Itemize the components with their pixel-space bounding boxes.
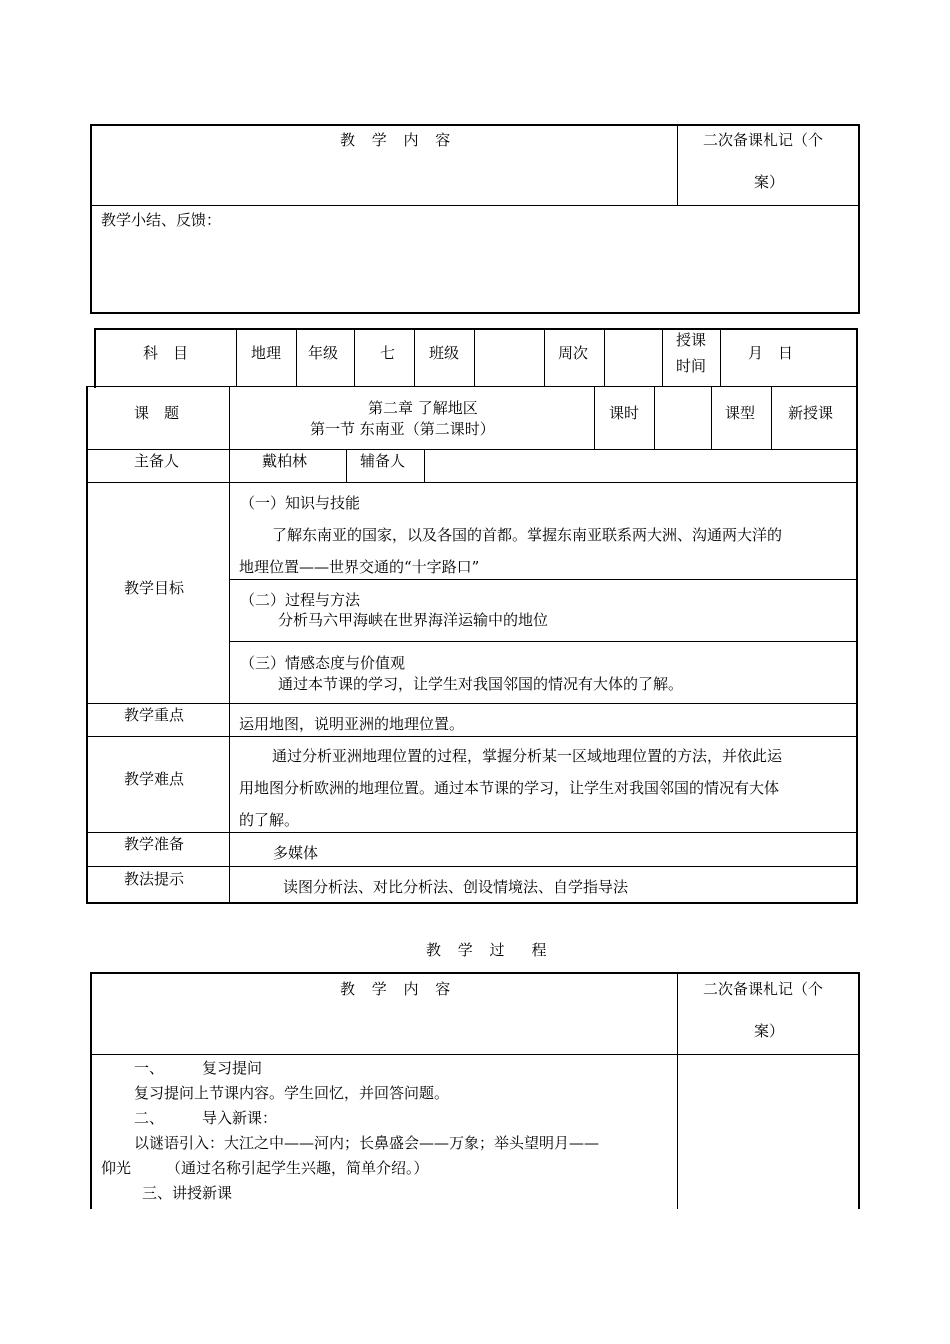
process-line6: 三、讲授新课: [142, 1184, 233, 1202]
goal2-line1: 分析马六甲海峡在世界海洋运输中的地位: [278, 611, 549, 629]
main-preparer-value: 戴柏林: [262, 452, 308, 470]
grade-value: 七: [380, 344, 396, 362]
method-value: 读图分析法、对比分析法、创设情境法、自学指导法: [283, 878, 629, 896]
process-line1-text: 复习提问: [202, 1059, 263, 1077]
difficulty-line2: 用地图分析欧洲的地理位置。通过本节课的学习，让学生对我国邻国的情况有大体: [239, 779, 780, 797]
key-value: 运用地图，说明亚洲的地理位置。: [239, 715, 465, 733]
info-row-1: [94, 328, 858, 388]
process-line2: 复习提问上节课内容。学生回忆，并回答问题。: [134, 1084, 450, 1102]
goal3-line1: 通过本节课的学习，让学生对我国邻国的情况有大体的了解。: [278, 675, 684, 693]
subject-value: 地理: [251, 344, 282, 362]
difficulty-line3: 的了解。: [239, 811, 300, 829]
assistant-label: 辅备人: [360, 452, 406, 470]
topic-line1: 第二章 了解地区: [368, 399, 478, 417]
goal2-title: （二）过程与方法: [240, 591, 361, 609]
process-line5-b: （通过名称引起学生兴趣，简单介绍。）: [166, 1159, 429, 1177]
method-label: 教法提示: [124, 870, 185, 888]
goal1-title: （一）知识与技能: [240, 494, 361, 512]
type-value: 新授课: [788, 404, 834, 422]
process-line3-num: 二、: [134, 1109, 165, 1127]
difficulty-label: 教学难点: [124, 770, 185, 788]
grade-label: 年级: [308, 344, 339, 362]
process-line4: 以谜语引入：大江之中——河内；长鼻盛会——万象；举头望明月——: [134, 1134, 600, 1152]
top-header-content: 教 学 内 容: [340, 131, 457, 149]
topic-line2: 第一节 东南亚（第二课时）: [310, 420, 495, 438]
time-label-2: 时间: [676, 357, 707, 375]
top-header-notes-line2: 案）: [754, 173, 785, 191]
process-line3-text: 导入新课：: [202, 1109, 278, 1127]
subject-label: 科 目: [143, 344, 189, 362]
process-header-content: 教 学 内 容: [340, 980, 457, 998]
difficulty-line1: 通过分析亚洲地理位置的过程，掌握分析某一区域地理位置的方法，并依此运: [272, 747, 783, 765]
process-header-notes-line1: 二次备课札记（个: [703, 980, 824, 998]
hours-label: 课时: [609, 404, 640, 422]
type-label: 课型: [725, 404, 756, 422]
key-label: 教学重点: [124, 706, 185, 724]
process-title: 教 学 过 程: [426, 941, 553, 959]
main-preparer-label: 主备人: [134, 452, 180, 470]
class-label: 班级: [429, 344, 460, 362]
week-label: 周次: [558, 344, 589, 362]
time-label-1: 授课: [676, 331, 707, 349]
goals-label: 教学目标: [124, 579, 185, 597]
process-line5-a: 仰光: [101, 1159, 132, 1177]
goal1-line1: 了解东南亚的国家，以及各国的首都。掌握东南亚联系两大洲、沟通两大洋的: [272, 526, 783, 544]
topic-label: 课 题: [134, 404, 180, 422]
process-header-notes-line2: 案）: [754, 1022, 785, 1040]
goal1-line2: 地理位置——世界交通的“十字路口”: [239, 558, 480, 576]
prep-label: 教学准备: [124, 835, 185, 853]
goal3-title: （三）情感态度与价值观: [240, 654, 406, 672]
info-table-body: [86, 386, 858, 904]
date-value: 月 日: [748, 344, 794, 362]
summary-label: 教学小结、反馈：: [101, 211, 222, 229]
process-line1-num: 一、: [134, 1059, 165, 1077]
prep-value: 多媒体: [273, 844, 319, 862]
top-header-notes-line1: 二次备课札记（个: [703, 131, 824, 149]
